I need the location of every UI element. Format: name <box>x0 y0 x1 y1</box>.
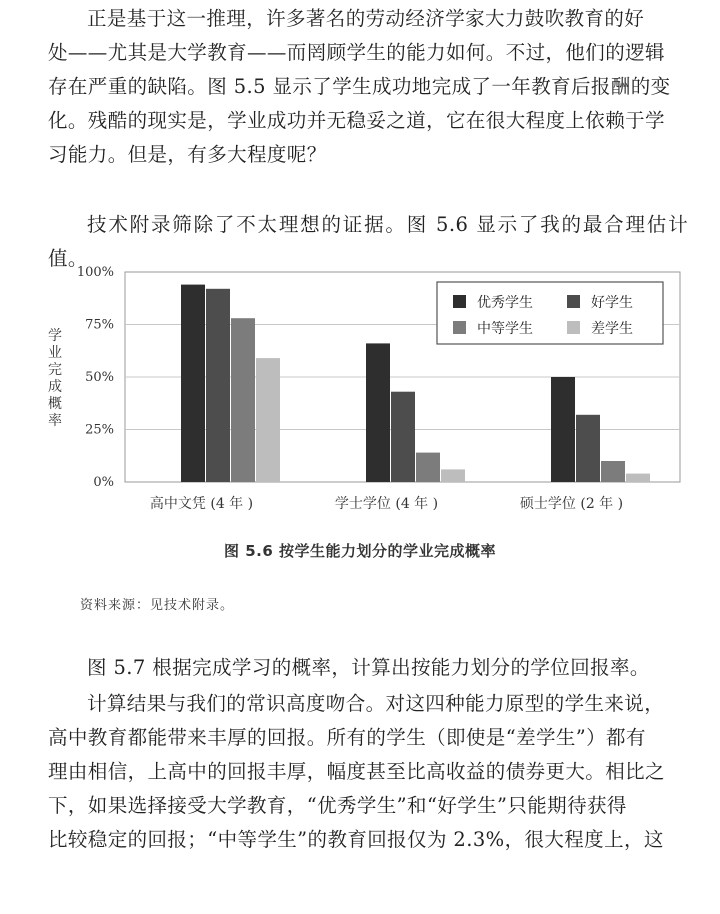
x-tick-label: 高中文凭 (4 年 ) <box>149 496 254 512</box>
paragraph-line: 正是基于这一推理，许多著名的劳动经济学家大力鼓吹教育的好 <box>87 7 645 30</box>
bar <box>441 469 465 482</box>
legend-label: 好学生 <box>591 295 633 311</box>
bar <box>366 343 390 482</box>
paragraph-line: 化。残酷的现实是，学业成功并无稳妥之道，它在很大程度上依赖于学 <box>48 109 665 132</box>
figure-source-note: 资料来源：见技术附录。 <box>80 598 235 613</box>
legend-swatch <box>453 295 466 308</box>
figure-caption: 图 5.6 按学生能力划分的学业完成概率 <box>223 542 497 560</box>
bar <box>256 358 280 482</box>
paragraph-line: 习能力。但是，有多大程度呢？ <box>48 143 327 166</box>
paragraph-line: 计算结果与我们的常识高度吻合。对这四种能力原型的学生来说， <box>87 692 665 715</box>
paragraph-line: 图 5.7 根据完成学习的概率，计算出按能力划分的学位回报率。 <box>87 656 650 679</box>
paragraph-line: 理由相信，上高中的回报丰厚，幅度甚至比高收益的债券更大。相比之 <box>48 760 665 783</box>
bar <box>626 474 650 482</box>
paragraph-figure-5-7 <box>48 651 688 685</box>
y-tick-label: 75% <box>85 317 114 333</box>
y-tick-label: 50% <box>85 370 114 385</box>
paragraph-line: 比较稳定的回报；“中等学生”的教育回报仅为 2.3%，很大程度上，这 <box>48 828 664 851</box>
figure-5-6-chart <box>0 255 720 525</box>
y-tick-label: 25% <box>85 422 114 438</box>
paragraph-line: 技术附录筛除了不太理想的证据。图 5.6 显示了我的最合理估计值。 <box>48 213 688 270</box>
y-tick-label: 100% <box>76 265 114 280</box>
bar <box>601 461 625 482</box>
bar <box>231 318 255 482</box>
paragraph-line: 高中教育都能带来丰厚的回报。所有的学生（即使是“差学生”）都有 <box>48 726 646 749</box>
x-tick-label: 学士学位 (4 年 ) <box>334 496 439 512</box>
bar <box>206 289 230 482</box>
paragraph-line: 存在严重的缺陷。图 5.5 显示了学生成功地完成了一年教育后报酬的变 <box>48 75 671 98</box>
legend-swatch <box>453 321 466 334</box>
completion-probability-bar-chart <box>0 255 720 525</box>
legend-swatch <box>567 295 580 308</box>
legend-label: 中等学生 <box>477 321 533 337</box>
y-axis-label: 学业完成概率 <box>48 328 62 429</box>
legend-label: 差学生 <box>591 321 633 337</box>
bar <box>181 285 205 482</box>
bar <box>391 392 415 482</box>
legend-swatch <box>567 321 580 334</box>
bar <box>551 377 575 482</box>
paragraph-results <box>48 687 688 857</box>
x-tick-label: 硕士学位 (2 年 ) <box>519 496 624 512</box>
legend-label: 优秀学生 <box>477 295 533 311</box>
paragraph-line: 处——尤其是大学教育——而罔顾学生的能力如何。不过，他们的逻辑 <box>48 41 665 64</box>
bar <box>576 415 600 482</box>
paragraph-line: 下，如果选择接受大学教育，“优秀学生”和“好学生”只能期待获得 <box>48 794 627 817</box>
bar <box>416 453 440 482</box>
paragraph-reasoning <box>48 2 688 172</box>
y-tick-label: 0% <box>93 475 114 490</box>
